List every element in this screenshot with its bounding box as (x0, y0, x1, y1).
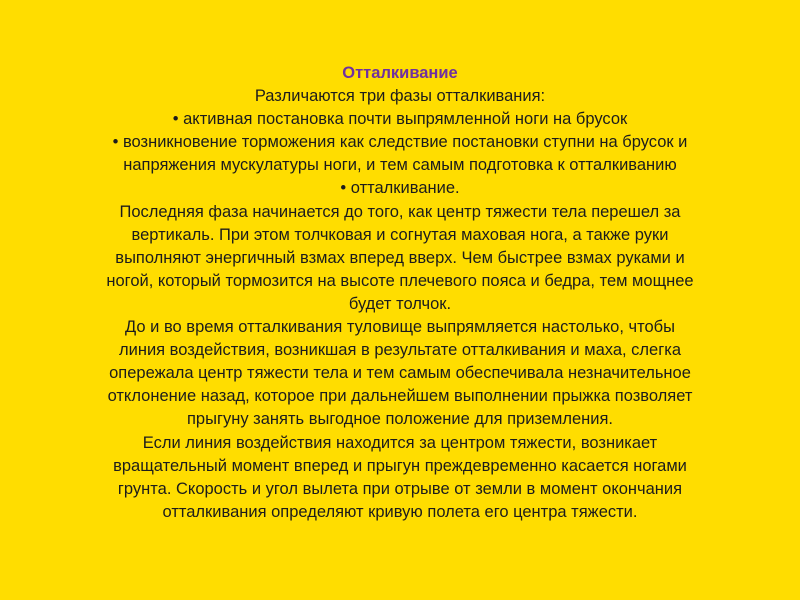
text-line: До и во время отталкивания туловище выпрямляется настолько, чтобы (125, 318, 675, 337)
slide-text-block (40, 62, 760, 524)
text-line: вращательный момент вперед и прыгун преждевременно касается ногами (113, 456, 687, 475)
text-line: будет толчок. (348, 294, 452, 313)
text-line: Последняя фаза начинается до того, как центр тяжести тела перешел за (119, 202, 681, 221)
text-line: ногой, который тормозится на высоте плечевого пояса и бедра, тем мощнее (106, 271, 694, 290)
text-line: прыгуну занять выгодное положение для приземления. (187, 410, 613, 429)
text-line: опережала центр тяжести тела и тем самым обеспечивала незначительное (109, 364, 691, 383)
text-line: грунта. Скорость и угол вылета при отрыве от земли в момент окончания (117, 479, 683, 498)
bullet-line: • возникновение торможения как следствие постановки ступни на брусок и (112, 133, 688, 152)
bullet-line: • отталкивание. (340, 179, 460, 198)
text-line: выполняют энергичный взмах вперед вверх. Чем быстрее взмах руками и (115, 248, 685, 267)
text-line: Если линия воздействия находится за центром тяжести, возникает (142, 433, 658, 452)
text-line: отталкивания определяют кривую полета его центра тяжести. (162, 502, 638, 521)
slide-title: Отталкивание (342, 64, 458, 82)
text-line: отклонение назад, которое при дальнейшем выполнении прыжка позволяет (107, 387, 693, 406)
text-line: Различаются три фазы отталкивания: (254, 87, 546, 106)
bullet-line: • активная постановка почти выпрямленной ноги на брусок (172, 110, 628, 129)
text-line: вертикаль. При этом толчковая и согнутая маховая нога, а также руки (131, 225, 669, 244)
text-line: напряжения мускулатуры ноги, и тем самым подготовка к отталкиванию (123, 156, 677, 175)
text-line: линия воздействия, возникшая в результате отталкивания и маха, слегка (118, 341, 681, 360)
